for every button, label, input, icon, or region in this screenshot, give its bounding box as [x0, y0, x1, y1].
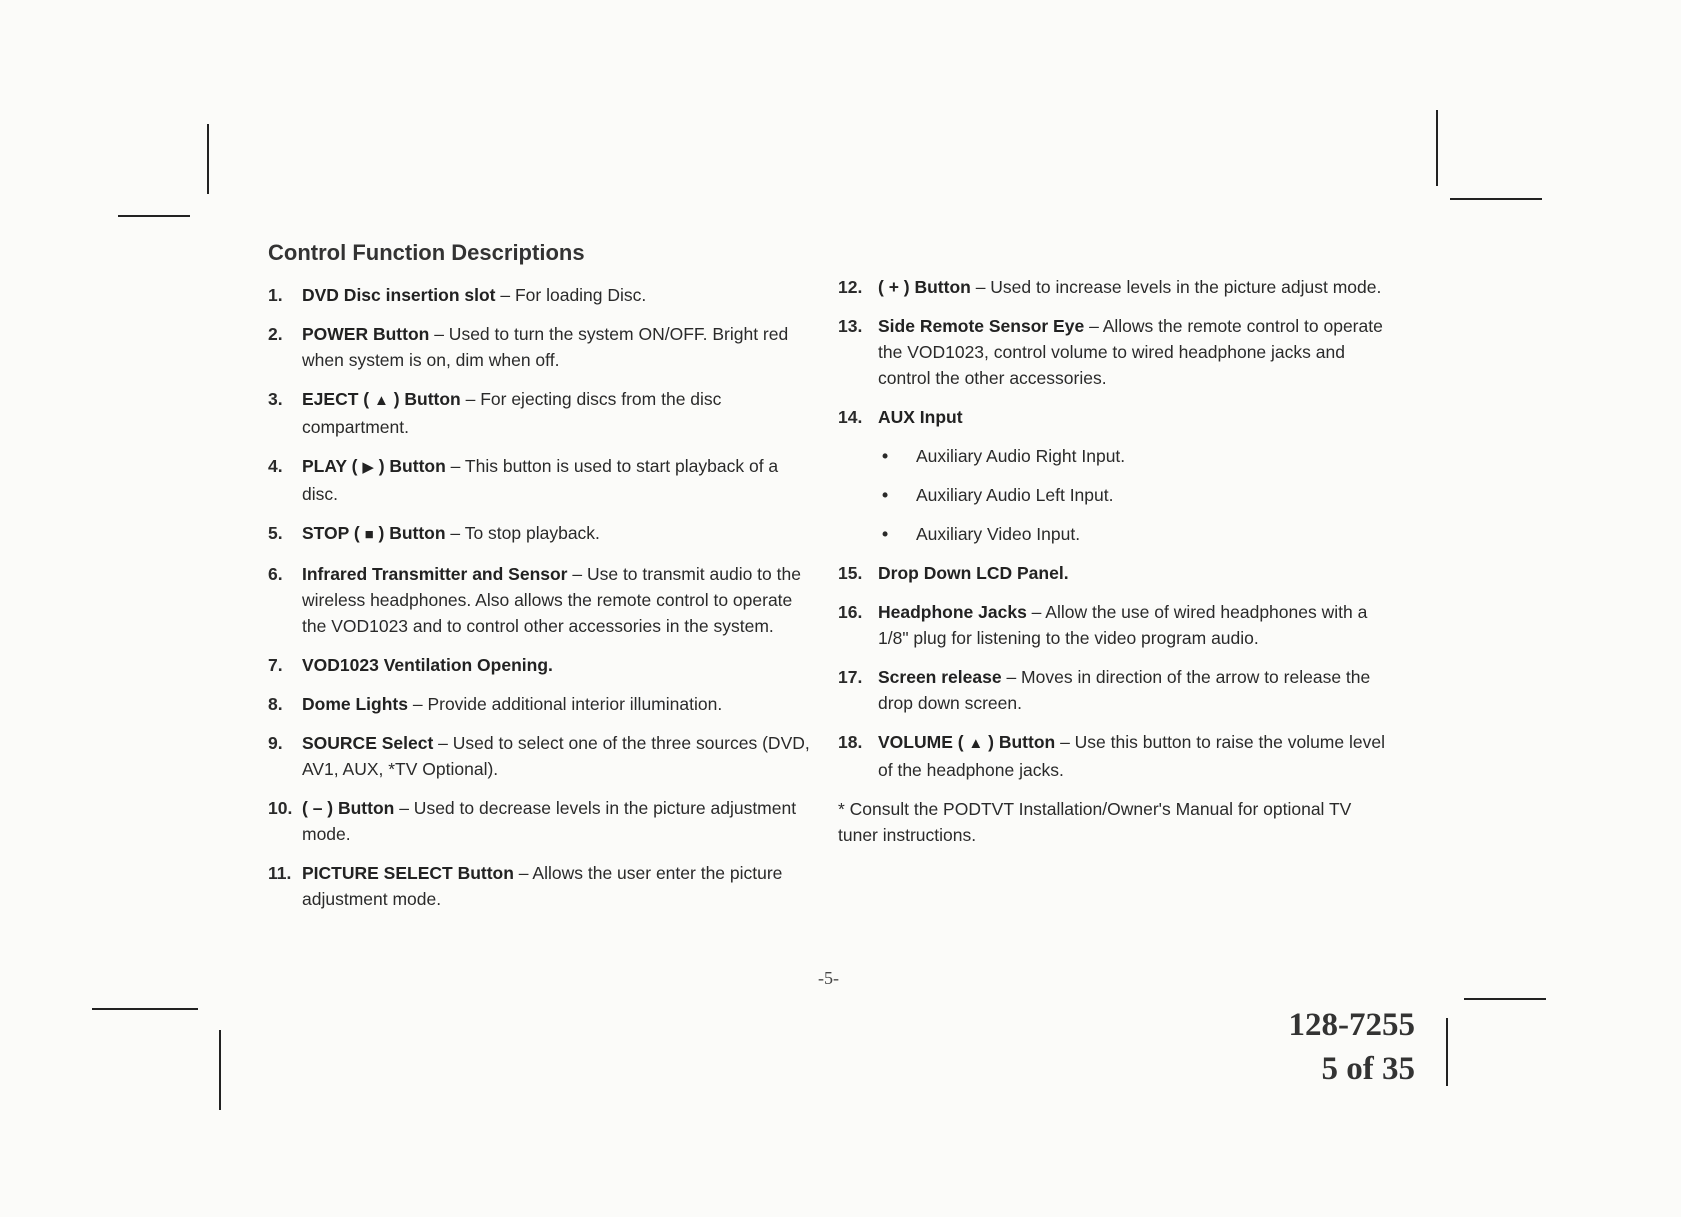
item-number: 18.	[838, 732, 863, 752]
right-column	[838, 274, 1388, 848]
bullet-icon: •	[882, 446, 889, 466]
item-label-text: PICTURE SELECT Button	[302, 863, 514, 883]
list-item	[838, 729, 1388, 783]
item-label	[302, 285, 496, 305]
item-description: – For loading Disc.	[495, 285, 647, 305]
page-number: -5-	[818, 968, 839, 988]
item-label	[878, 563, 1069, 583]
item-label-text: VOLUME (	[878, 732, 969, 752]
item-label	[302, 324, 429, 344]
item-label-text: EJECT (	[302, 389, 374, 409]
item-label-text: SOURCE Select	[302, 733, 434, 753]
item-label-text: VOD1023 Ventilation Opening.	[302, 655, 553, 675]
bullet-icon: •	[882, 485, 889, 505]
item-label-text: POWER Button	[302, 324, 430, 344]
list-item	[268, 691, 813, 717]
item-description: – Allows the remote control to operate the VOD1023, control volume to wired headphone jacks and control the other accessories.	[878, 316, 1383, 388]
item-label	[302, 523, 446, 543]
page-title: Control Function Descriptions	[268, 240, 585, 265]
item-label-text: Dome Lights	[302, 694, 408, 714]
item-label-text: STOP (	[302, 523, 365, 543]
item-label-text: ) Button	[373, 456, 446, 476]
item-label-text: Side Remote Sensor Eye	[878, 316, 1085, 336]
item-number: 14.	[838, 407, 863, 427]
aux-subitem-text: Auxiliary Audio Right Input.	[916, 446, 1126, 466]
item-label-text: Headphone Jacks	[878, 602, 1027, 622]
item-text	[878, 599, 1388, 651]
list-item	[838, 664, 1388, 716]
item-description: – Provide additional interior illumination.	[407, 694, 723, 714]
item-description: – Use this button to raise the volume level of the headphone jacks.	[878, 732, 1385, 780]
list-item	[838, 274, 1388, 300]
item-label-text: ( + ) Button	[878, 277, 971, 297]
item-number: 5.	[268, 523, 283, 543]
list-item	[838, 404, 1388, 430]
item-label-text: Infrared Transmitter and Sensor	[302, 564, 568, 584]
item-text	[878, 560, 1388, 586]
item-number: 3.	[268, 389, 283, 409]
item-description: – Use to transmit audio to the wireless headphones. Also allows the remote control to operate the VOD1023 and to control other accessories in the system.	[302, 564, 801, 636]
item-description: – Used to decrease levels in the picture adjustment mode.	[302, 798, 797, 844]
crop-mark	[1450, 198, 1542, 200]
item-description: – To stop playback.	[445, 523, 600, 543]
item-text	[878, 404, 1388, 430]
document-number-block	[1289, 1003, 1416, 1091]
item-label	[878, 667, 1002, 687]
item-label-text: PLAY (	[302, 456, 363, 476]
item-label	[878, 602, 1027, 622]
item-description: – For ejecting discs from the disc compartment.	[302, 389, 722, 437]
item-number: 4.	[268, 456, 283, 476]
item-label	[878, 277, 971, 297]
left-column	[268, 282, 813, 925]
item-label	[878, 407, 963, 427]
item-label-text: ) Button	[388, 389, 461, 409]
item-number: 13.	[838, 316, 863, 336]
item-label-text: DVD Disc insertion slot	[302, 285, 496, 305]
item-number: 12.	[838, 277, 863, 297]
item-label-text: ) Button	[373, 523, 446, 543]
item-description: – This button is used to start playback of a disc.	[302, 456, 779, 504]
item-label	[302, 733, 433, 753]
item-label-text: Drop Down LCD Panel.	[878, 563, 1069, 583]
aux-subitem	[882, 521, 1388, 547]
list-item	[268, 860, 813, 912]
item-text	[878, 664, 1388, 716]
button-symbol-icon: ▲	[373, 392, 389, 409]
item-text	[302, 652, 813, 678]
button-symbol-icon: ■	[364, 526, 374, 543]
item-number: 1.	[268, 285, 283, 305]
item-label	[878, 316, 1084, 336]
button-symbol-icon: ▲	[968, 735, 984, 752]
item-label	[302, 564, 568, 584]
list-item	[838, 560, 1388, 586]
item-number: 10.	[268, 798, 293, 818]
item-description: – Moves in direction of the arrow to release the drop down screen.	[878, 667, 1371, 713]
document-number: 128-7255	[1288, 1007, 1415, 1043]
item-text	[302, 795, 813, 847]
item-text	[302, 860, 813, 912]
item-label	[302, 694, 408, 714]
item-text	[302, 453, 813, 507]
button-symbol-icon: ▶	[362, 459, 374, 476]
list-item	[268, 730, 813, 782]
crop-mark	[219, 1030, 221, 1110]
list-item	[268, 520, 813, 548]
crop-mark	[207, 124, 209, 194]
item-number: 8.	[268, 694, 283, 714]
crop-mark	[118, 215, 190, 217]
item-number: 15.	[838, 563, 863, 583]
aux-subitem	[882, 482, 1388, 508]
item-text	[302, 691, 813, 717]
bullet-icon: •	[882, 524, 889, 544]
item-number: 2.	[268, 324, 283, 344]
item-description: – Used to increase levels in the picture adjust mode.	[970, 277, 1382, 297]
item-label-text: Screen release	[878, 667, 1002, 687]
item-text	[302, 282, 813, 308]
item-label	[302, 655, 553, 675]
item-text	[302, 386, 813, 440]
footnote: * Consult the PODTVT Installation/Owner's Manual for optional TV tuner instructions.	[838, 799, 1352, 845]
aux-subitem	[882, 443, 1388, 469]
item-label-text: ) Button	[983, 732, 1056, 752]
item-number: 17.	[838, 667, 863, 687]
crop-mark	[1436, 110, 1438, 186]
list-item	[268, 561, 813, 639]
aux-input-list	[882, 443, 1388, 547]
list-item	[838, 599, 1388, 651]
item-number: 9.	[268, 733, 283, 753]
item-number: 6.	[268, 564, 283, 584]
list-item	[268, 795, 813, 847]
item-label	[302, 456, 446, 476]
page-of: 5 of 35	[1321, 1051, 1415, 1087]
item-description: – Allow the use of wired headphones with a 1/8" plug for listening to the video program audio.	[878, 602, 1368, 648]
crop-mark	[1464, 998, 1546, 1000]
list-item	[838, 313, 1388, 391]
crop-mark	[1446, 1018, 1448, 1086]
list-item	[268, 652, 813, 678]
item-text	[302, 561, 813, 639]
crop-mark	[92, 1008, 198, 1010]
list-item	[268, 321, 813, 373]
item-text	[878, 274, 1388, 300]
item-description: – Used to select one of the three sources (DVD, AV1, AUX, *TV Optional).	[302, 733, 810, 779]
item-number: 7.	[268, 655, 283, 675]
item-text	[878, 729, 1388, 783]
item-label	[302, 798, 394, 818]
aux-subitem-text: Auxiliary Video Input.	[916, 524, 1081, 544]
item-text	[302, 321, 813, 373]
list-item	[268, 386, 813, 440]
item-text	[878, 313, 1388, 391]
list-item	[268, 453, 813, 507]
item-label	[878, 732, 1055, 752]
item-description: – Used to turn the system ON/OFF. Bright red when system is on, dim when off.	[302, 324, 789, 370]
item-label-text: ( – ) Button	[302, 798, 395, 818]
item-text	[302, 520, 813, 548]
list-item	[268, 282, 813, 308]
item-label-text: AUX Input	[878, 407, 963, 427]
item-text	[302, 730, 813, 782]
item-label	[302, 389, 461, 409]
item-description: – Allows the user enter the picture adjustment mode.	[302, 863, 783, 909]
aux-subitem-text: Auxiliary Audio Left Input.	[916, 485, 1114, 505]
item-number: 16.	[838, 602, 863, 622]
item-number: 11.	[268, 863, 292, 883]
item-label	[302, 863, 514, 883]
